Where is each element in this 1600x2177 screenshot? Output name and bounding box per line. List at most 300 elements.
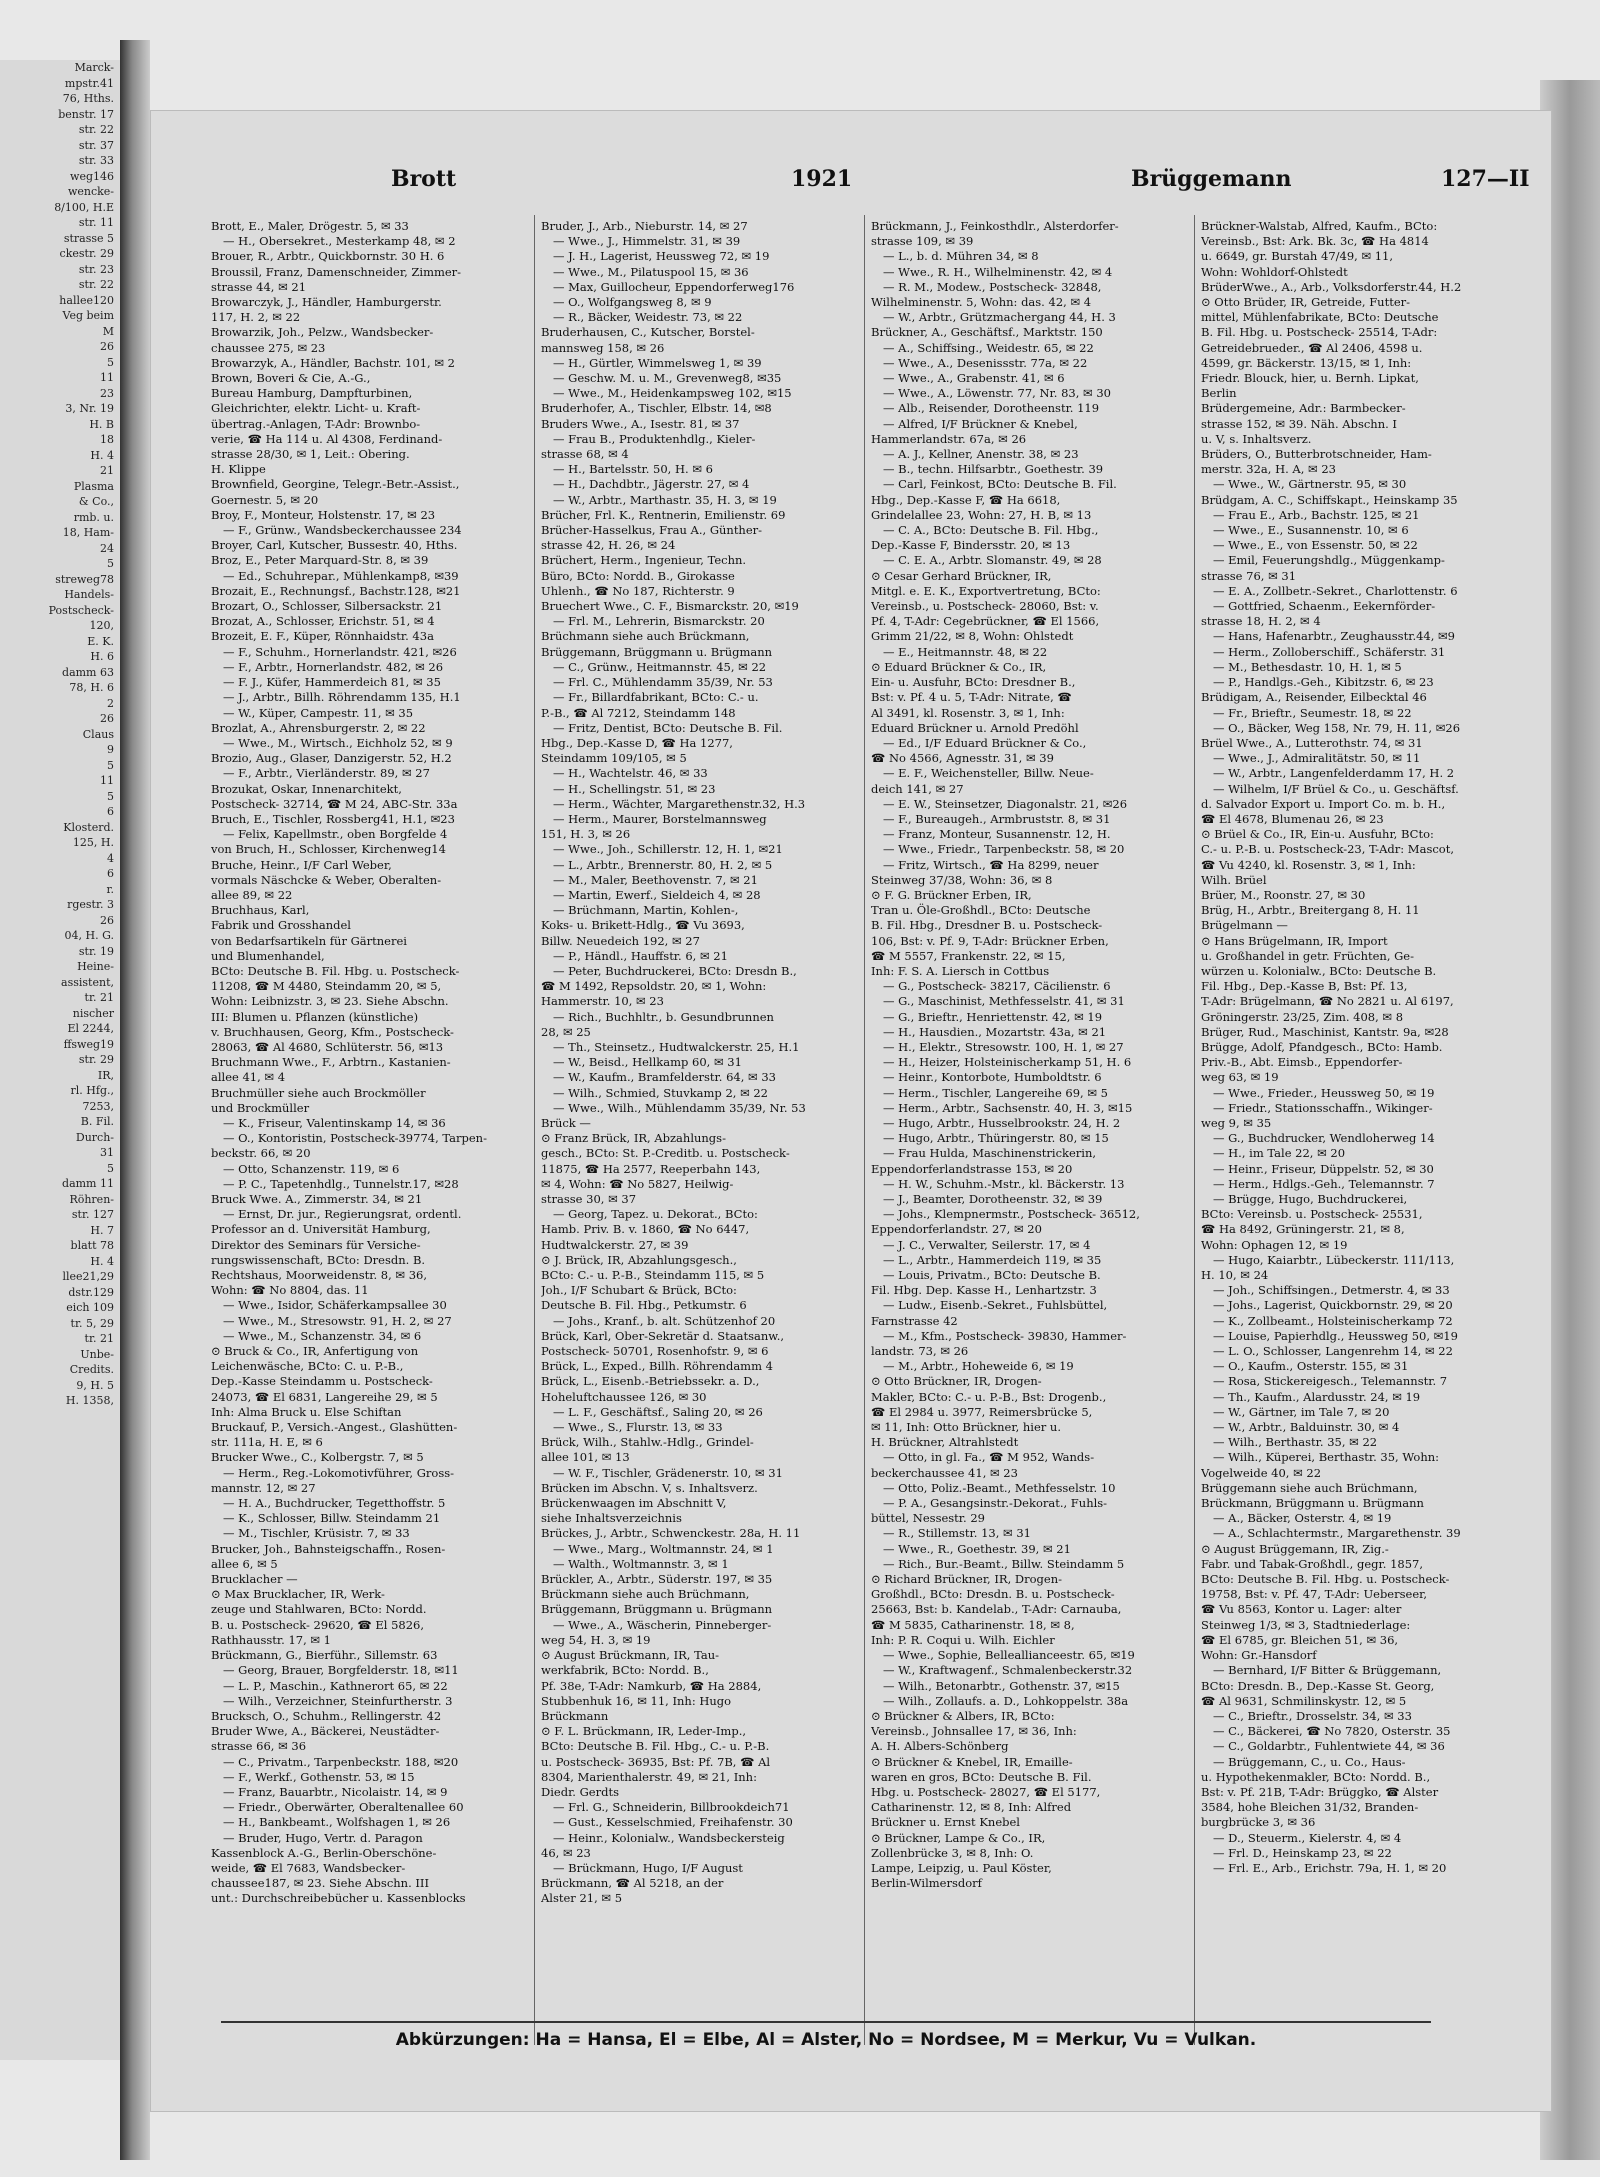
- left-margin-line: Plasma: [73, 479, 114, 493]
- directory-entry-line: — H., Schellingstr. 51, ✉ 23: [553, 781, 716, 796]
- directory-entry-line: Joh., I/F Schubart & Brück, BCto:: [541, 1283, 737, 1298]
- directory-entry-line: Goernestr. 5, ✉ 20: [211, 492, 319, 507]
- directory-entry-line: H. Klippe: [211, 462, 266, 477]
- directory-entry-line: — H., Elektr., Stresowstr. 100, H. 1, ✉ 27: [883, 1039, 1124, 1054]
- directory-entry-line: — F., Arbtr., Hornerlandstr. 482, ✉ 26: [223, 659, 444, 674]
- directory-entry-line: — A. J., Kellner, Anenstr. 38, ✉ 23: [883, 447, 1079, 462]
- directory-entry-line: Brügge, Adolf, Pfandgesch., BCto: Hamb.: [1201, 1039, 1443, 1054]
- directory-entry-line: Professor an d. Universität Hamburg,: [211, 1222, 431, 1237]
- left-margin-line: E. K.: [87, 634, 114, 648]
- directory-entry-line: — Fritz, Dentist, BCto: Deutsche B. Fil.: [553, 720, 783, 735]
- directory-entry-line: Großhdl., BCto: Dresdn. B. u. Postscheck-: [871, 1587, 1115, 1602]
- directory-entry-line: — Wwe., Frieder., Heussweg 50, ✉ 19: [1213, 1085, 1435, 1100]
- directory-entry-line: Brückmann, G., Bierführ., Sillemstr. 63: [211, 1648, 438, 1663]
- directory-entry-line: — Wilh., Berthastr. 35, ✉ 22: [1213, 1435, 1378, 1450]
- left-margin-line: 6: [107, 805, 114, 818]
- directory-entry-line: — Alb., Reisender, Dorotheenstr. 119: [883, 401, 1100, 416]
- directory-entry-line: Inh: P. R. Coqui u. Wilh. Eichler: [871, 1632, 1055, 1647]
- directory-entry-line: burgbrücke 3, ✉ 36: [1201, 1815, 1316, 1830]
- directory-entry-line: Ein- u. Ausfuhr, BCto: Dresdner B.,: [871, 675, 1076, 690]
- directory-entry-line: landstr. 73, ✉ 26: [871, 1344, 969, 1359]
- directory-entry-line: — Fr., Billardfabrikant, BCto: C.- u.: [553, 690, 759, 705]
- left-margin-line: 9: [107, 743, 114, 756]
- directory-entry-line: strasse 109, ✉ 39: [871, 234, 974, 249]
- left-margin-line: 11: [100, 774, 114, 787]
- directory-entry-line: B. Fil. Hbg. u. Postscheck- 25514, T-Adr:: [1201, 325, 1438, 340]
- directory-entry-line: u. Großhandel in getr. Früchten, Ge-: [1201, 948, 1415, 963]
- directory-entry-line: Leichenwäsche, BCto: C. u. P.-B.,: [211, 1359, 404, 1374]
- directory-entry-line: — H. W., Schuhm.-Mstr., kl. Bäckerstr. 13: [883, 1176, 1125, 1191]
- left-margin-line: str. 37: [78, 138, 114, 152]
- directory-entry-line: ⊙ Max Brucklacher, IR, Werk-: [211, 1587, 385, 1602]
- directory-entry-line: — Th., Steinsetz., Hudtwalckerstr. 25, H.1: [553, 1039, 800, 1054]
- directory-entry-line: — Wilhelm, I/F Brüel & Co., u. Geschäftsf.: [1213, 781, 1459, 796]
- directory-entry-line: Grindelallee 23, Wohn: 27, H. B, ✉ 13: [871, 507, 1092, 522]
- directory-entry-line: — Max, Guillocheur, Eppendorferweg176: [553, 279, 795, 294]
- directory-entry-line: Brück, Karl, Ober-Sekretär d. Staatsanw.,: [541, 1328, 785, 1343]
- directory-entry-line: ⊙ August Brückmann, IR, Tau-: [541, 1648, 720, 1663]
- directory-entry-line: — E., Heitmannstr. 48, ✉ 22: [883, 644, 1048, 659]
- directory-entry-line: — L., Arbtr., Brennerstr. 80, H. 2, ✉ 5: [553, 857, 773, 872]
- directory-entry-line: strasse 28/30, ✉ 1, Leit.: Obering.: [211, 447, 410, 462]
- directory-entry-line: str. 111a, H. E, ✉ 6: [211, 1435, 323, 1450]
- directory-entry-line: Koks- u. Brikett-Hdlg., ☎ Vu 3693,: [541, 918, 745, 933]
- directory-entry-line: vormals Näschcke & Weber, Oberalten-: [211, 872, 442, 887]
- directory-entry-line: — E. W., Steinsetzer, Diagonalstr. 21, ✉26: [883, 796, 1128, 811]
- directory-entry-line: strasse 68, ✉ 4: [541, 447, 629, 462]
- directory-entry-line: — H., Obersekret., Mesterkamp 48, ✉ 2: [223, 234, 456, 249]
- directory-entry-line: BrüderWwe., A., Arb., Volksdorferstr.44, H.2: [1201, 279, 1462, 294]
- directory-entry-line: — Georg, Tapez. u. Dekorat., BCto:: [553, 1207, 758, 1222]
- directory-entry-line: Bruckauf, P., Versich.-Angest., Glashütten-: [211, 1420, 458, 1435]
- directory-entry-line: ☎ No 4566, Agnesstr. 31, ✉ 39: [871, 751, 1054, 766]
- directory-entry-line: — Herm., Arbtr., Sachsenstr. 40, H. 3, ✉15: [883, 1100, 1133, 1115]
- directory-entry-line: siehe Inhaltsverzeichnis: [541, 1511, 682, 1526]
- directory-entry-line: Pf. 38e, T-Adr: Namkurb, ☎ Ha 2884,: [541, 1678, 762, 1693]
- directory-entry-line: mannsweg 158, ✉ 26: [541, 340, 665, 355]
- directory-entry-line: Hbg., Dep.-Kasse F, ☎ Ha 6618,: [871, 492, 1061, 507]
- left-margin-line: H. 4: [90, 448, 114, 462]
- left-margin-line: 26: [100, 712, 114, 725]
- directory-entry-line: — O., Bäcker, Weg 158, Nr. 79, H. 11, ✉26: [1213, 720, 1461, 735]
- directory-entry-line: Broussil, Franz, Damenschneider, Zimmer-: [211, 264, 462, 279]
- directory-entry-line: weg 63, ✉ 19: [1201, 1070, 1279, 1085]
- directory-entry-line: Brott, E., Maler, Drögestr. 5, ✉ 33: [211, 219, 409, 233]
- directory-entry-line: würzen u. Kolonialw., BCto: Deutsche B.: [1201, 963, 1437, 978]
- directory-entry-line: — Frl. C., Mühlendamm 35/39, Nr. 53: [553, 675, 773, 690]
- directory-entry-line: — Wwe., J., Himmelstr. 31, ✉ 39: [553, 234, 741, 249]
- left-margin-line: 76, Hths.: [62, 92, 114, 105]
- directory-entry-line: u. 6649, gr. Burstah 47/49, ✉ 11,: [1201, 249, 1394, 264]
- left-margin-line: 26: [100, 340, 114, 353]
- directory-entry-line: — P., Handlgs.-Geh., Kibitzstr. 6, ✉ 23: [1213, 675, 1434, 690]
- directory-entry-line: — Frl. E., Arb., Erichstr. 79a, H. 1, ✉ 20: [1213, 1860, 1447, 1875]
- left-margin-line: H. 4: [90, 1254, 114, 1268]
- directory-entry-line: Uhlenh., ☎ No 187, Richterstr. 9: [541, 583, 735, 598]
- left-margin-line: 11: [100, 371, 114, 384]
- directory-entry-line: büttel, Nessestr. 29: [871, 1511, 985, 1526]
- directory-entry-line: — Wwe., Marg., Woltmannstr. 24, ✉ 1: [553, 1541, 774, 1556]
- left-margin-line: 7253,: [82, 1099, 114, 1113]
- directory-entry-line: — Wwe., Isidor, Schäferkampsallee 30: [223, 1298, 447, 1313]
- directory-entry-line: — G., Postscheck- 38217, Cäcilienstr. 6: [883, 979, 1111, 994]
- directory-entry-line: Inh: F. S. A. Liersch in Cottbus: [871, 963, 1050, 978]
- directory-entry-line: — O., Kontoristin, Postscheck-39774, Tarpen-: [223, 1131, 487, 1146]
- directory-entry-line: — H., Heizer, Holsteinischerkamp 51, H. 6: [883, 1055, 1132, 1070]
- directory-entry-line: BCto: Vereinsb. u. Postscheck- 25531,: [1201, 1207, 1423, 1222]
- directory-entry-line: Postscheck- 32714, ☎ M 24, ABC-Str. 33a: [211, 796, 458, 811]
- directory-entry-line: zeuge und Stahlwaren, BCto: Nordd.: [211, 1602, 427, 1617]
- directory-entry-line: — Wwe., A., Löwenstr. 77, Nr. 83, ✉ 30: [883, 386, 1111, 401]
- directory-entry-line: Brückmann siehe auch Brüchmann,: [541, 1587, 750, 1602]
- directory-entry-line: BCto: C.- u. P.-B., Steindamm 115, ✉ 5: [541, 1268, 765, 1283]
- directory-entry-line: — R. M., Modew., Postscheck- 32848,: [883, 279, 1102, 294]
- directory-entry-line: Wohn: ☎ No 8804, das. 11: [211, 1283, 369, 1298]
- directory-entry-line: — Ernst, Dr. jur., Regierungsrat, ordentl.: [223, 1207, 462, 1222]
- directory-entry-line: — L., b. d. Mühren 34, ✉ 8: [883, 249, 1039, 264]
- directory-entry-line: Brückmann, ☎ Al 5218, an der: [541, 1876, 724, 1891]
- directory-entry-line: Brüg, H., Arbtr., Breitergang 8, H. 11: [1201, 903, 1420, 918]
- directory-entry-line: beckstr. 66, ✉ 20: [211, 1146, 311, 1161]
- directory-entry-line: Makler, BCto: C.- u. P.-B., Bst: Drogenb.,: [871, 1389, 1107, 1404]
- left-margin-line: 120,: [89, 619, 114, 632]
- directory-entry-line: — H., Bankbeamt., Wolfshagen 1, ✉ 26: [223, 1815, 451, 1830]
- directory-entry-line: — Heinr., Kolonialw., Wandsbeckersteig: [553, 1830, 785, 1845]
- directory-entry-line: Brozeit, E. F., Küper, Rönnhaidstr. 43a: [211, 629, 434, 644]
- directory-entry-line: — Rich., Bur.-Beamt., Billw. Steindamm 5: [883, 1556, 1125, 1571]
- directory-entry-line: Brüggemann siehe auch Brüchmann,: [1201, 1480, 1418, 1495]
- directory-entry-line: Wohn: Ophagen 12, ✉ 19: [1201, 1237, 1348, 1252]
- directory-entry-line: v. Bruchhausen, Georg, Kfm., Postscheck-: [211, 1024, 454, 1039]
- directory-entry-line: Wilhelminenstr. 5, Wohn: das. 42, ✉ 4: [871, 295, 1092, 310]
- directory-entry-line: Gröningerstr. 23/25, Zim. 408, ✉ 8: [1201, 1009, 1404, 1024]
- directory-entry-line: — Herm., Wächter, Margarethenstr.32, H.3: [553, 796, 806, 811]
- directory-entry-line: BCto: Deutsche B. Fil. Hbg. u. Postscheck-: [1201, 1572, 1450, 1587]
- directory-entry-line: 117, H. 2, ✉ 22: [211, 310, 301, 325]
- directory-entry-line: — F., Werkf., Gothenstr. 53, ✉ 15: [223, 1769, 415, 1784]
- directory-entry-line: — Hugo, Arbtr., Thüringerstr. 80, ✉ 15: [883, 1131, 1109, 1146]
- directory-entry-line: Brückner u. Ernst Knebel: [871, 1815, 1020, 1830]
- directory-entry-line: Wohn: Wohldorf-Ohlstedt: [1201, 264, 1348, 279]
- directory-entry-line: — Wwe., Friedr., Tarpenbeckstr. 58, ✉ 20: [883, 842, 1125, 857]
- directory-entry-line: — Wwe., Wilh., Mühlendamm 35/39, Nr. 53: [553, 1100, 806, 1115]
- left-margin-line: blatt 78: [70, 1239, 114, 1252]
- column-divider: [1194, 215, 1195, 2045]
- directory-entry-line: — Wwe., Joh., Schillerstr. 12, H. 1, ✉21: [553, 842, 783, 857]
- directory-entry-line: — Wwe., J., Admiralitätstr. 50, ✉ 11: [1213, 751, 1421, 766]
- directory-entry-line: Brückmann: [541, 1708, 609, 1723]
- directory-entry-line: 25663, Bst: b. Kandelab., T-Adr: Carnauba,: [871, 1602, 1122, 1617]
- directory-entry-line: P.-B., ☎ Al 7212, Steindamm 148: [541, 705, 736, 720]
- left-margin-line: mpstr.41: [64, 76, 114, 90]
- directory-entry-line: Brückenwaagen im Abschnitt V,: [541, 1496, 727, 1511]
- directory-entry-line: ☎ El 2984 u. 3977, Reimersbrücke 5,: [871, 1404, 1093, 1419]
- directory-entry-line: — Wwe., R., Goethestr. 39, ✉ 21: [883, 1541, 1071, 1556]
- left-margin-line: 5: [107, 789, 114, 803]
- directory-entry-line: 28063, ☎ Al 4680, Schlüterstr. 56, ✉13: [211, 1039, 444, 1054]
- directory-entry-line: — Brüggemann, C., u. Co., Haus-: [1213, 1754, 1406, 1769]
- directory-entry-line: Brücher, Frl. K., Rentnerin, Emilienstr. 69: [541, 507, 786, 522]
- left-margin-line: 4: [107, 851, 114, 865]
- directory-entry-line: ☎ El 6785, gr. Bleichen 51, ✉ 36,: [1201, 1632, 1399, 1647]
- directory-entry-line: — Joh., Schiffsingen., Detmerstr. 4, ✉ 33: [1213, 1283, 1450, 1298]
- left-margin-line: str. 19: [78, 944, 114, 958]
- directory-entry-line: ☎ M 1492, Repsoldstr. 20, ✉ 1, Wohn:: [541, 979, 767, 994]
- directory-entry-line: — Louise, Papierhdlg., Heussweg 50, ✉19: [1213, 1328, 1458, 1343]
- directory-entry-line: allee 41, ✉ 4: [211, 1070, 286, 1085]
- directory-entry-line: III: Blumen u. Pflanzen (künstliche): [211, 1009, 419, 1024]
- directory-entry-line: Brüdergemeine, Adr.: Barmbecker-: [1201, 401, 1406, 416]
- directory-entry-line: Brozukat, Oskar, Innenarchitekt,: [211, 781, 402, 796]
- directory-entry-line: 46, ✉ 23: [541, 1845, 591, 1860]
- directory-entry-line: — F., Schuhm., Hornerlandstr. 421, ✉26: [223, 644, 457, 659]
- directory-entry-line: Brücken im Abschn. V, s. Inhaltsverz.: [541, 1480, 758, 1495]
- left-margin-line: 5: [107, 557, 114, 570]
- directory-entry-line: Fil. Hbg., Dep.-Kasse B, Bst: Pf. 13,: [1201, 979, 1408, 994]
- directory-entry-line: — L. O., Schlosser, Langenrehm 14, ✉ 22: [1213, 1344, 1453, 1359]
- directory-entry-line: — O., Kaufm., Osterstr. 155, ✉ 31: [1213, 1359, 1409, 1374]
- directory-entry-line: u. V, s. Inhaltsverz.: [1201, 431, 1312, 446]
- directory-entry-line: strasse 18, H. 2, ✉ 4: [1201, 614, 1321, 629]
- directory-entry-line: 11875, ☎ Ha 2577, Reeperbahn 143,: [541, 1161, 761, 1176]
- left-margin-line: 24: [100, 541, 114, 555]
- left-margin-line: str. 29: [78, 1053, 114, 1066]
- directory-entry-line: waren en gros, BCto: Deutsche B. Fil.: [871, 1769, 1092, 1784]
- directory-entry-line: ⊙ Brückner & Knebel, IR, Emaille-: [871, 1754, 1073, 1769]
- directory-entry-line: — W. F., Tischler, Grädenerstr. 10, ✉ 31: [553, 1465, 783, 1480]
- directory-entry-line: — Louis, Privatm., BCto: Deutsche B.: [883, 1268, 1101, 1283]
- directory-entry-line: — Brückmann, Hugo, I/F August: [553, 1860, 743, 1875]
- directory-entry-line: C.- u. P.-B. u. Postscheck-23, T-Adr: Mascot,: [1201, 842, 1454, 857]
- directory-entry-line: — D., Steuerm., Kielerstr. 4, ✉ 4: [1213, 1830, 1402, 1845]
- directory-entry-line: Brüggemann, Brüggmann u. Brügmann: [541, 644, 773, 659]
- directory-entry-line: H. Brückner, Altrahlstedt: [871, 1435, 1019, 1450]
- directory-entry-line: Direktor des Seminars für Versiche-: [211, 1237, 421, 1252]
- directory-entry-line: Fabrik und Grosshandel: [211, 918, 351, 933]
- directory-entry-line: — Wwe., A., Desenissstr. 77a, ✉ 22: [883, 355, 1088, 370]
- left-margin-line: Handels-: [64, 588, 114, 601]
- directory-entry-line: — Wilh., Zollaufs. a. D., Lohkoppelstr. 38a: [883, 1693, 1129, 1708]
- directory-entry-line: — Wwe., S., Flurstr. 13, ✉ 33: [553, 1420, 723, 1435]
- directory-entry-line: ⊙ J. Brück, IR, Abzahlungsgesch.,: [541, 1252, 737, 1267]
- directory-entry-line: Brüer, M., Roonstr. 27, ✉ 30: [1201, 887, 1366, 902]
- left-margin-line: str. 22: [78, 123, 114, 136]
- directory-entry-line: — Bernhard, I/F Bitter & Brüggemann,: [1213, 1663, 1442, 1678]
- directory-entry-line: Brozio, Aug., Glaser, Danzigerstr. 52, H.2: [211, 751, 452, 766]
- directory-entry-line: — Felix, Kapellmstr., oben Borgfelde 4: [223, 827, 448, 842]
- left-margin-line: ffsweg19: [63, 1037, 114, 1051]
- left-margin-line: 5: [107, 758, 114, 772]
- directory-entry-line: — Ludw., Eisenb.-Sekret., Fuhlsbüttel,: [883, 1298, 1108, 1313]
- directory-entry-line: Brouer, R., Arbtr., Quickbornstr. 30 H. 6: [211, 249, 445, 264]
- directory-entry-line: — W., Arbtr., Marthastr. 35, H. 3, ✉ 19: [553, 492, 777, 507]
- directory-entry-line: Gleichrichter, elektr. Licht- u. Kraft-: [211, 401, 421, 416]
- left-margin-line: M: [102, 324, 114, 338]
- directory-entry-line: weg 9, ✉ 35: [1201, 1115, 1272, 1130]
- left-margin-line: 125, H.: [72, 836, 114, 849]
- directory-entry-line: Bruchmann Wwe., F., Arbtrn., Kastanien-: [211, 1055, 451, 1070]
- directory-entry-line: BCto: Deutsche B. Fil. Hbg., C.- u. P.-B.: [541, 1739, 770, 1754]
- directory-entry-line: — Herm., Reg.-Lokomotivführer, Gross-: [223, 1465, 455, 1480]
- directory-entry-line: — Ed., Schuhrepar., Mühlenkamp8, ✉39: [223, 568, 459, 583]
- directory-entry-line: — Hugo, Arbtr., Husselbrookstr. 24, H. 2: [883, 1115, 1121, 1130]
- left-margin-line: 2: [107, 696, 114, 710]
- left-margin-line: rl. Hfg.,: [70, 1084, 114, 1097]
- directory-entry-line: strasse 76, ✉ 31: [1201, 568, 1297, 583]
- directory-entry-line: ⊙ Franz Brück, IR, Abzahlungs-: [541, 1131, 726, 1146]
- directory-entry-line: Brucker Wwe., C., Kolbergstr. 7, ✉ 5: [211, 1450, 424, 1465]
- directory-entry-line: u. Postscheck- 36935, Bst: Pf. 7B, ☎ Al: [541, 1754, 771, 1769]
- left-margin-line: Röhren-: [69, 1192, 114, 1206]
- directory-entry-line: ☎ Al 9631, Schmilinskystr. 12, ✉ 5: [1201, 1693, 1407, 1708]
- directory-entry-line: Brozart, O., Schlosser, Silbersackstr. 21: [211, 599, 443, 614]
- left-margin-line: H. 7: [90, 1223, 114, 1237]
- directory-entry-line: ⊙ Brüel & Co., IR, Ein-u. Ausfuhr, BCto:: [1201, 827, 1434, 842]
- left-margin-line: tr. 21: [84, 1332, 114, 1345]
- directory-entry-line: 106, Bst: v. Pf. 9, T-Adr: Brückner Erben,: [871, 933, 1109, 948]
- directory-entry-line: Bruder Wwe, A., Bäckerei, Neustädter-: [211, 1724, 440, 1739]
- directory-entry-line: — Georg, Brauer, Borgfelderstr. 18, ✉11: [223, 1663, 459, 1678]
- directory-entry-line: Bruders Wwe., A., Isestr. 81, ✉ 37: [541, 416, 740, 431]
- directory-entry-line: Brückmann, Brüggmann u. Brügmann: [1201, 1496, 1424, 1511]
- header-right-word: Brüggemann: [1131, 166, 1292, 192]
- directory-entry-line: ✉ 11, Inh: Otto Brückner, hier u.: [871, 1420, 1061, 1435]
- directory-entry-line: Bst: v. Pf. 4 u. 5, T-Adr: Nitrate, ☎: [871, 690, 1072, 705]
- directory-entry-line: — Rich., Buchhltr., b. Gesundbrunnen: [553, 1009, 774, 1024]
- directory-entry-line: Pf. 4, T-Adr: Cegebrückner, ☎ El 1566,: [871, 614, 1100, 629]
- directory-entry-line: Vereinsb., Johnsallee 17, ✉ 36, Inh:: [871, 1724, 1077, 1739]
- directory-entry-line: — J. H., Lagerist, Heussweg 72, ✉ 19: [553, 249, 770, 264]
- directory-entry-line: — Otto, Poliz.-Beamt., Methfesselstr. 10: [883, 1480, 1116, 1495]
- directory-entry-line: Brückner-Walstab, Alfred, Kaufm., BCto:: [1201, 219, 1438, 233]
- directory-entry-line: Kassenblock A.-G., Berlin-Oberschöne-: [211, 1845, 437, 1860]
- directory-entry-line: Brüders, O., Butterbrotschneider, Ham-: [1201, 447, 1432, 462]
- directory-entry-line: Hbg. u. Postscheck- 28027, ☎ El 5177,: [871, 1784, 1101, 1799]
- directory-entry-line: — Th., Kaufm., Alardusstr. 24, ✉ 19: [1213, 1389, 1421, 1404]
- directory-entry-line: Brucksch, O., Schuhm., Rellingerstr. 42: [211, 1708, 442, 1723]
- directory-entry-line: Lampe, Leipzig, u. Paul Köster,: [871, 1860, 1052, 1875]
- directory-entry-line: — Peter, Buchdruckerei, BCto: Dresdn B.,: [553, 963, 797, 978]
- left-margin-line: B. Fil.: [80, 1115, 114, 1128]
- directory-entry-line: Vogelweide 40, ✉ 22: [1201, 1465, 1322, 1480]
- directory-entry-line: Brügelmann —: [1201, 918, 1288, 933]
- directory-entry-line: — W., Arbtr., Langenfelderdamm 17, H. 2: [1213, 766, 1455, 781]
- directory-entry-line: Bruderhausen, C., Kutscher, Borstel-: [541, 325, 755, 340]
- directory-entry-line: rungswissenschaft, BCto: Dresdn. B.: [211, 1252, 426, 1267]
- directory-entry-line: Dep.-Kasse F, Bindersstr. 20, ✉ 13: [871, 538, 1071, 553]
- directory-entry-line: Brück, Wilh., Stahlw.-Hdlg., Grindel-: [541, 1435, 754, 1450]
- directory-entry-line: gesch., BCto: St. P.-Creditb. u. Postscheck-: [541, 1146, 790, 1161]
- directory-entry-line: Brozlat, A., Ahrensburgerstr. 2, ✉ 22: [211, 720, 426, 735]
- directory-entry-line: Brüger, Rud., Maschinist, Kantstr. 9a, ✉28: [1201, 1024, 1449, 1039]
- directory-entry-line: Fabr. und Tabak-Großhdl., gegr. 1857,: [1201, 1556, 1423, 1571]
- page-number: 127—II: [1441, 166, 1530, 192]
- directory-entry-line: Zollenbrücke 3, ✉ 8, Inh: O.: [871, 1845, 1034, 1860]
- left-margin-line: H. 1358,: [65, 1394, 114, 1407]
- directory-entry-line: ⊙ Brückner & Albers, IR, BCto:: [871, 1708, 1055, 1723]
- directory-entry-line: Rathhausstr. 17, ✉ 1: [211, 1632, 331, 1647]
- directory-entry-line: ☎ Vu 8563, Kontor u. Lager: alter: [1201, 1602, 1402, 1617]
- directory-page: [150, 110, 1552, 2112]
- directory-entry-line: und Blumenhandel,: [211, 948, 325, 963]
- directory-entry-line: Al 3491, kl. Rosenstr. 3, ✉ 1, Inh:: [871, 705, 1065, 720]
- directory-entry-line: — Frau B., Produktenhdlg., Kieler-: [553, 431, 756, 446]
- left-margin-line: Unbe-: [80, 1347, 114, 1361]
- left-margin-line: 78, H. 6: [69, 681, 114, 694]
- directory-entry-line: Berlin-Wilmersdorf: [871, 1876, 982, 1891]
- directory-entry-line: — Wilh., Küperei, Berthastr. 35, Wohn:: [1213, 1450, 1440, 1465]
- directory-entry-line: Brückner, A., Geschäftsf., Marktstr. 150: [871, 325, 1103, 340]
- directory-entry-line: — C., Goldarbtr., Fuhlentwiete 44, ✉ 36: [1213, 1739, 1445, 1754]
- left-margin-line: & Co.,: [78, 495, 114, 508]
- left-margin-line: Durch-: [75, 1130, 114, 1144]
- directory-entry-line: Deutsche B. Fil. Hbg., Petkumstr. 6: [541, 1298, 747, 1313]
- directory-entry-line: — B., techn. Hilfsarbtr., Goethestr. 39: [883, 462, 1104, 477]
- left-margin-line: nischer: [72, 1006, 114, 1020]
- directory-entry-line: — K., Friseur, Valentinskamp 14, ✉ 36: [223, 1115, 446, 1130]
- directory-entry-line: — W., Kraftwagenf., Schmalenbeckerstr.32: [883, 1663, 1133, 1678]
- directory-entry-line: Vereinsb., Bst: Ark. Bk. 3c, ☎ Ha 4814: [1201, 234, 1429, 249]
- directory-entry-line: — F., Arbtr., Vierländerstr. 89, ✉ 27: [223, 766, 430, 781]
- directory-entry-line: — L. P., Maschin., Kathnerort 65, ✉ 22: [223, 1678, 448, 1693]
- directory-entry-line: Grimm 21/22, ✉ 8, Wohn: Ohlstedt: [871, 629, 1074, 644]
- directory-entry-line: Wilh. Brüel: [1201, 872, 1267, 887]
- directory-entry-line: 28, ✉ 25: [541, 1024, 591, 1039]
- column-3: [871, 219, 1189, 2049]
- left-margin-line: 3, Nr. 19: [65, 402, 114, 415]
- directory-entry-line: — Frau Hulda, Maschinenstrickerin,: [883, 1146, 1097, 1161]
- directory-entry-line: — Wwe., M., Schanzenstr. 34, ✉ 6: [223, 1328, 422, 1343]
- directory-entry-line: — Frl. G., Schneiderin, Billbrookdeich71: [553, 1800, 790, 1815]
- directory-entry-line: ☎ El 4678, Blumenau 26, ✉ 23: [1201, 811, 1384, 826]
- directory-entry-line: allee 6, ✉ 5: [211, 1556, 278, 1571]
- directory-entry-line: — F., Bureaugeh., Armbruststr. 8, ✉ 31: [883, 811, 1111, 826]
- directory-entry-line: von Bedarfsartikeln für Gärtnerei: [211, 933, 407, 948]
- directory-entry-line: — Martin, Ewerf., Sieldeich 4, ✉ 28: [553, 887, 761, 902]
- directory-entry-line: ⊙ Hans Brügelmann, IR, Import: [1201, 933, 1388, 948]
- directory-entry-line: Bruck Wwe. A., Zimmerstr. 34, ✉ 21: [211, 1192, 423, 1206]
- directory-entry-line: — G., Brieftr., Henriettenstr. 42, ✉ 19: [883, 1009, 1103, 1024]
- directory-entry-line: ☎ M 5835, Catharinenstr. 18, ✉ 8,: [871, 1617, 1075, 1632]
- left-margin-line: El 2244,: [67, 1022, 114, 1035]
- directory-entry-line: deich 141, ✉ 27: [871, 781, 964, 796]
- left-margin-line: Marck-: [74, 61, 114, 74]
- directory-entry-line: Mitgl. e. E. K., Exportvertretung, BCto:: [871, 583, 1101, 598]
- directory-entry-line: — Frl. D., Heinskamp 23, ✉ 22: [1213, 1845, 1392, 1860]
- directory-entry-line: — C. E. A., Arbtr. Slomanstr. 49, ✉ 28: [883, 553, 1102, 568]
- directory-entry-line: — Fritz, Wirtsch., ☎ Ha 8299, neuer: [883, 857, 1099, 872]
- directory-entry-line: — H., im Tale 22, ✉ 20: [1213, 1146, 1346, 1161]
- directory-entry-line: — Fr., Brieftr., Seumestr. 18, ✉ 22: [1213, 705, 1412, 720]
- directory-entry-line: A. H. Albers-Schönberg: [871, 1739, 1009, 1754]
- left-page-edge: [0, 60, 124, 2060]
- left-margin-line: Credits.: [69, 1363, 114, 1376]
- left-margin-line: H. B: [89, 417, 114, 431]
- directory-entry-line: — Hans, Hafenarbtr., Zeughausstr.44, ✉9: [1213, 629, 1455, 644]
- directory-entry-line: Bruderhofer, A., Tischler, Elbstr. 14, ✉8: [541, 401, 772, 416]
- directory-entry-line: B. Fil. Hbg., Dresdner B. u. Postscheck-: [871, 918, 1103, 933]
- left-margin-line: rgestr. 3: [67, 898, 114, 911]
- directory-entry-line: Bruchmüller siehe auch Brockmöller: [211, 1085, 426, 1100]
- directory-entry-line: Friedr. Blouck, hier, u. Bernh. Lipkat,: [1201, 371, 1419, 386]
- directory-entry-line: Diedr. Gerdts: [541, 1784, 619, 1799]
- directory-entry-line: weg 54, H. 3, ✉ 19: [541, 1632, 651, 1647]
- directory-entry-line: — Friedr., Stationsschaffn., Wikinger-: [1213, 1100, 1433, 1115]
- directory-entry-line: — O., Wolfgangsweg 8, ✉ 9: [553, 295, 712, 310]
- left-margin-line: Claus: [82, 727, 114, 741]
- directory-entry-line: — Wwe., Sophie, Belleallianceestr. 65, ✉19: [883, 1648, 1135, 1663]
- directory-entry-line: d. Salvador Export u. Import Co. m. b. H.,: [1201, 796, 1446, 811]
